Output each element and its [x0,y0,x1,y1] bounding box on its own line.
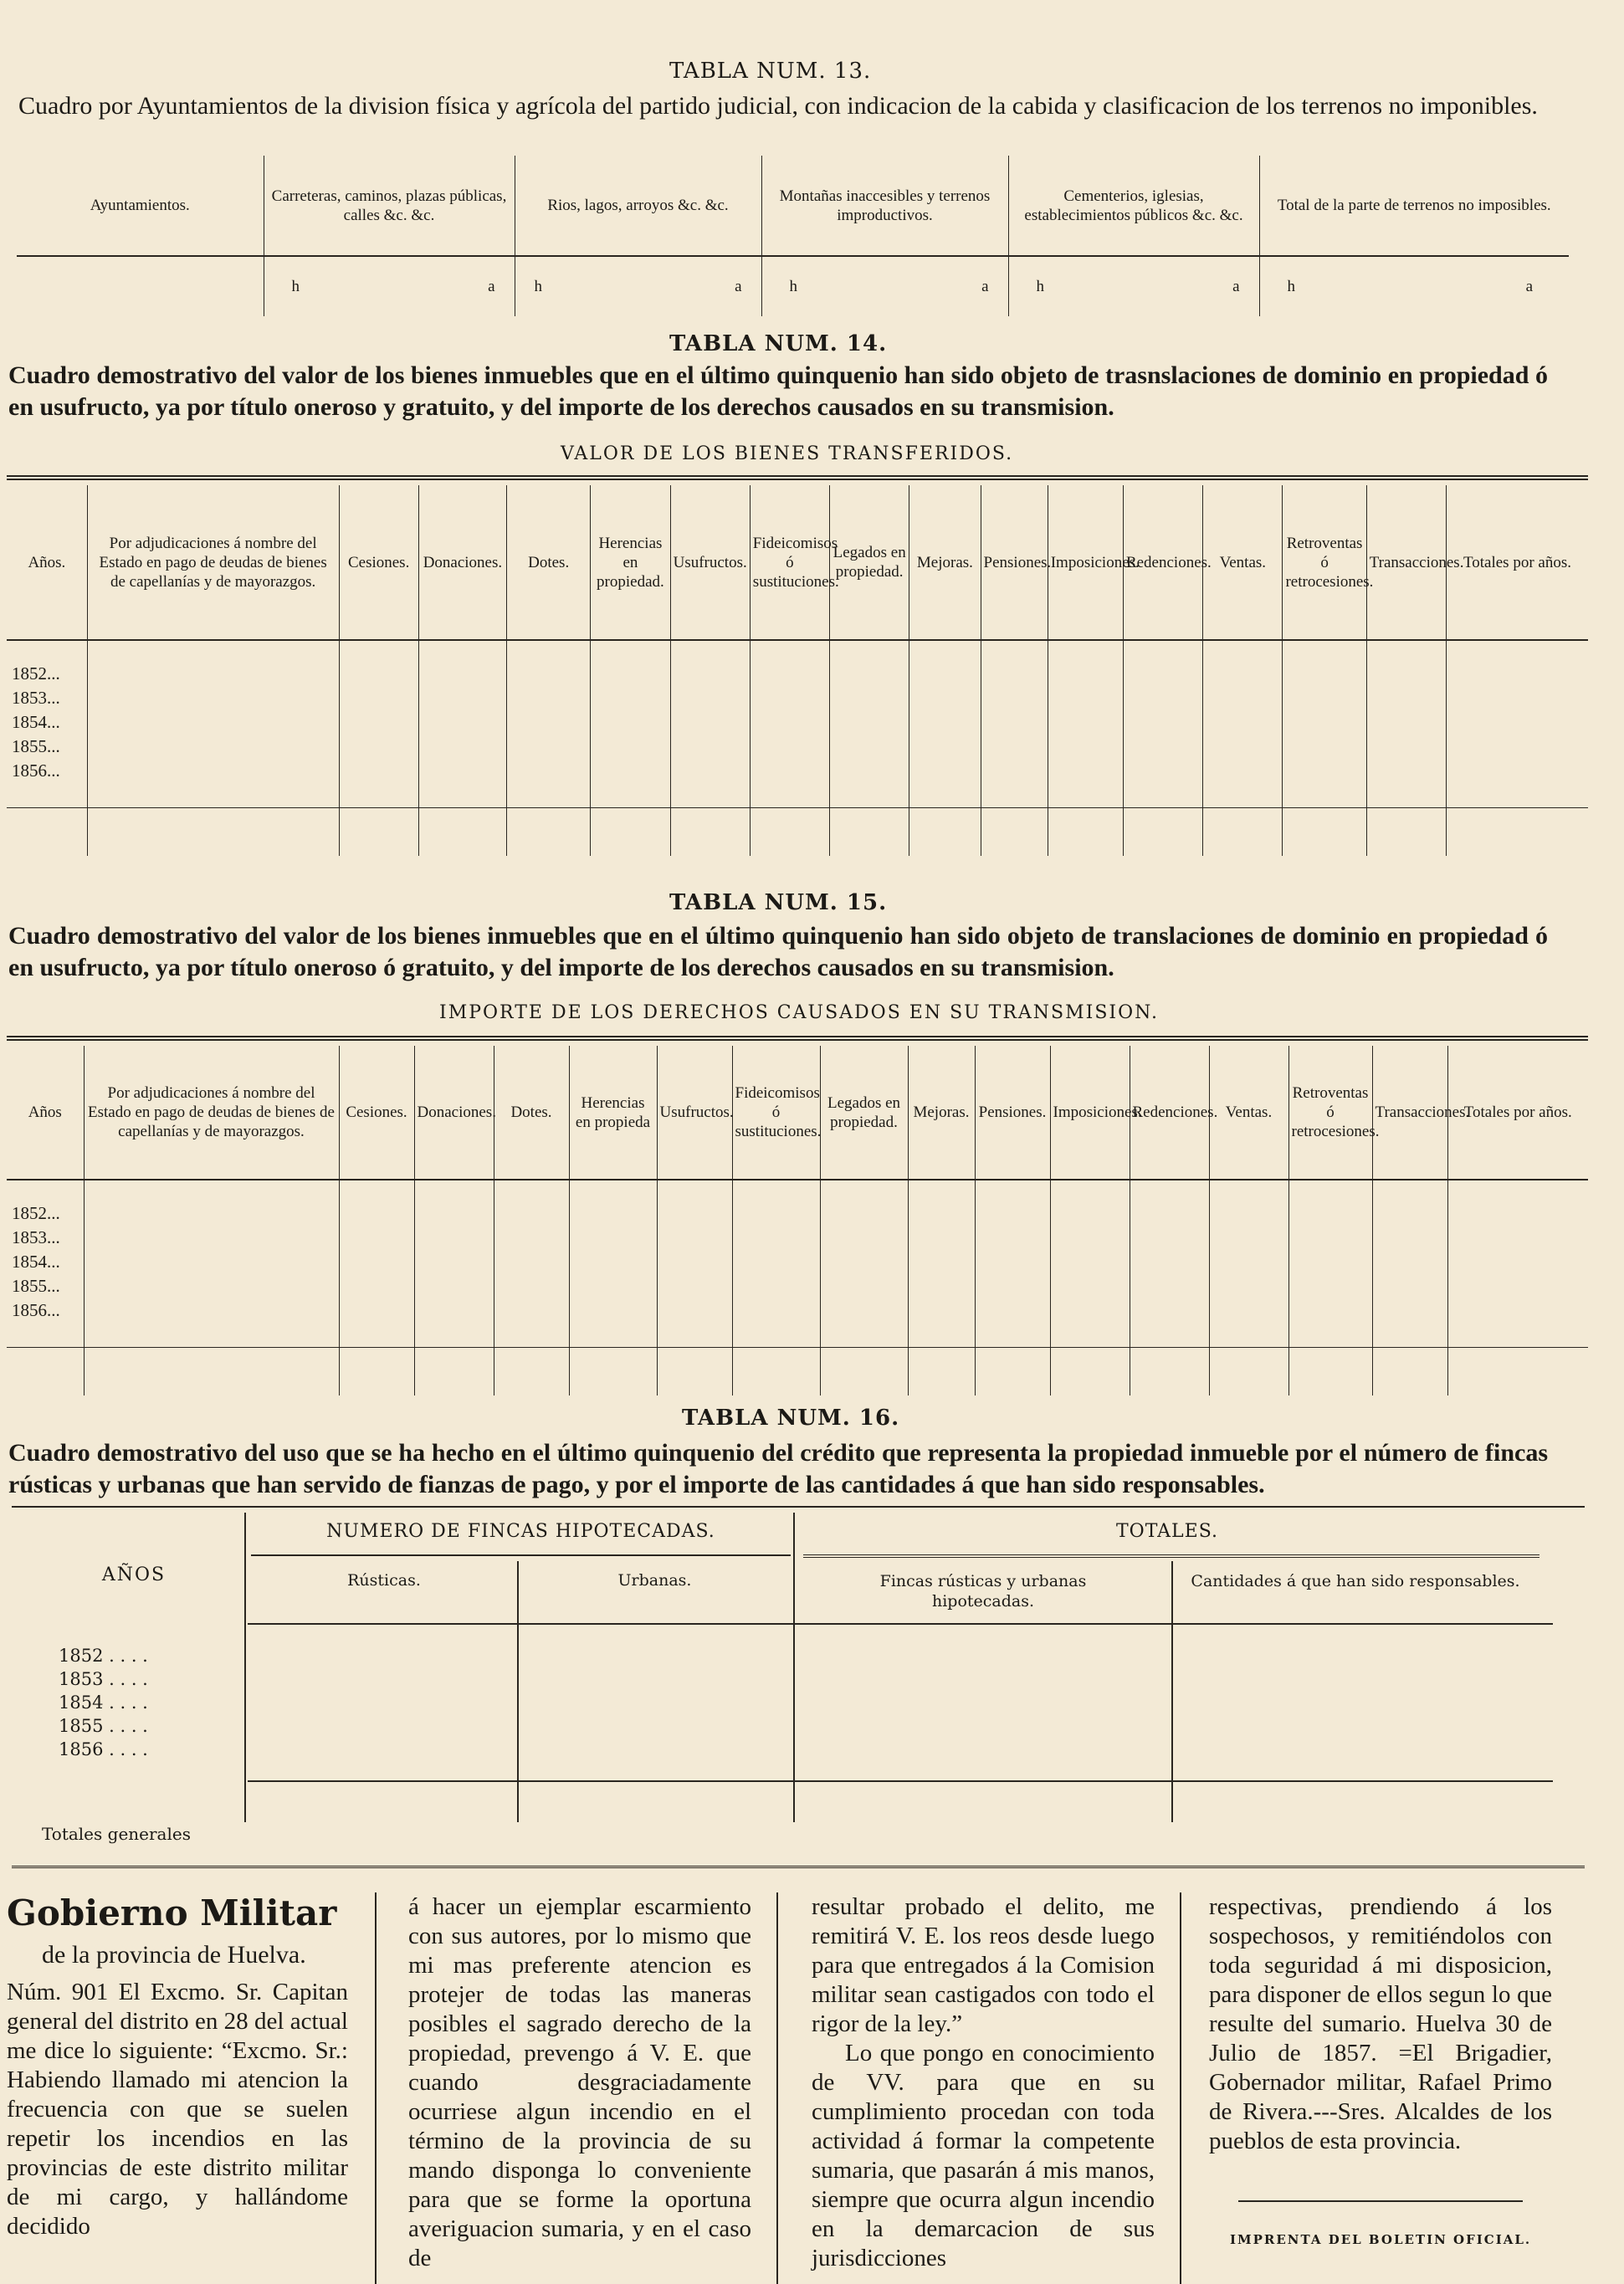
t14-col-8: Legados en propiedad. [830,485,909,640]
year-row: 1855... [12,1276,60,1296]
t16-col-cantidades: Cantidades á que han sido responsables. [1191,1572,1520,1590]
t14-col-5: Herencias en propiedad. [591,485,670,640]
year-row: 1852 . . . . [59,1646,148,1666]
t15-col-2: Cesiones. [339,1046,414,1180]
divider [776,1892,778,2284]
col-2-text: á hacer un ejemplar escarmiento con sus autores, por lo mismo que mi mas preferente atencion es protejer de todas las maneras posibles el sagrado derecho de la propiedad, prevengo á V. E. que cuando desgraciadamente ocurriese algun incendio en el término de la provincia de su mando disponga lo conveniente para que se forme la oportuna averiguacion sumaria, y en el caso de [408,1893,751,2271]
year-row: 1853 . . . . [59,1669,148,1689]
t14-col-6: Usufructos. [670,485,750,640]
rule [251,1554,791,1556]
unit-a: a [1525,278,1533,295]
t15-col-1: Por adjudicaciones á nombre del Estado en pago de deudas de bienes de capellanías y de mayorazgos. [84,1046,339,1180]
table-14-caption: Cuadro demostrativo del valor de los bienes inmuebles que en el último quinquenio han sido objeto de trasnslaciones de dominio en propiedad ó en usufructo, ya por título oneroso y gratuito, y del importe de los derechos causados en su transmision. [8,361,1548,421]
t16-years-label: AÑOS [101,1564,166,1585]
col-3-text: resultar probado el delito, me remitirá V. E. los reos desde luego para que entregados á la Comision militar sean castigados con todo el rigor de la ley.” [812,1893,1155,2037]
t15-col-13: Ventas. [1209,1046,1288,1180]
t14-col-14: Retroventas ó retrocesiones. [1283,485,1366,640]
col-4-text: respectivas, prendiendo á los sospechosos, y remitiéndolos con toda seguridad á mi disposicion, para disponer de ellos segun lo que resulte del sumario. Huelva 30 de Julio de 1857. =El Brigadier, Gobernador militar, Rafael Primo de Rivera.---Sres. Alcaldes de los pueblos de esta provincia. [1209,1893,1552,2154]
rule [248,1623,1553,1625]
t15-col-3: Donaciones. [414,1046,494,1180]
table-16-title: TABLA NUM. 16. [682,1406,900,1431]
t14-col-12: Redenciones. [1123,485,1202,640]
t15-col-4: Dotes. [494,1046,569,1180]
table-13 [17,156,1569,316]
divider [793,1513,795,1822]
imprint: IMPRENTA DEL BOLETIN OFICIAL. [1230,2232,1532,2247]
year-row: 1856 . . . . [59,1739,148,1759]
t14-col-3: Donaciones. [418,485,506,640]
table-15-subtitle: IMPORTE DE LOS DERECHOS CAUSADOS EN SU TRANSMISION. [439,1002,1159,1023]
t16-col-urbanas: Urbanas. [617,1571,692,1590]
article-col-1 [7,1978,348,2241]
t14-col-11: Imposiciones. [1048,485,1123,640]
t15-col-16: Totales por años. [1447,1046,1588,1180]
article-subheading: de la provincia de Huelva. [42,1941,306,1969]
table-15-caption: Cuadro demostrativo del valor de los bienes inmuebles que en el último quinquenio han sido objeto de translaciones de dominio en propiedad ó en usufructo, ya por título oneroso ó gratuito, y del importe de los derechos causados en su transmision. [8,922,1548,981]
t14-years [7,640,87,807]
article-heading: Gobierno Militar [7,1892,337,1933]
t16-totales-generales: Totales generales [42,1824,191,1844]
year-row: 1854... [12,712,60,732]
year-row: 1852... [12,1203,60,1223]
year-row: 1855 . . . . [59,1716,148,1736]
article-col-2 [408,1892,751,2273]
rule [12,1866,1585,1868]
table-15 [7,1046,1588,1395]
t16-group-totales: TOTALES. [1115,1521,1219,1542]
unit-h: h [1036,278,1044,295]
t14-col-9: Mejoras. [909,485,981,640]
divider [517,1561,519,1822]
t13-col-carreteras: Carreteras, caminos, plazas públicas, calles &c. &c. [264,156,515,256]
t15-col-10: Pensiones. [975,1046,1050,1180]
t15-col-12: Redenciones. [1130,1046,1209,1180]
year-row: 1854... [12,1252,60,1272]
table-15-title: TABLA NUM. 15. [669,890,888,915]
year-row: 1855... [12,736,60,756]
t14-col-4: Dotes. [507,485,591,640]
double-rule [7,1036,1588,1041]
year-row: 1856... [12,760,60,781]
double-rule [7,475,1588,480]
t13-col-ayuntamientos: Ayuntamientos. [17,156,264,256]
rule [1238,2200,1523,2202]
t15-col-11: Imposiciones. [1050,1046,1130,1180]
t14-col-16: Totales por años. [1446,485,1588,640]
t13-col-rios: Rios, lagos, arroyos &c. &c. [515,156,761,256]
t14-col-13: Ventas. [1203,485,1283,640]
unit-h: h [534,278,542,295]
t14-col-1: Por adjudicaciones á nombre del Estado en pago de deudas de bienes de capellanías y de mayorazgos. [87,485,339,640]
rule [803,1554,1539,1558]
table-14 [7,485,1588,856]
t16-col-rusticas: Rústicas. [347,1571,421,1590]
article-col-4 [1209,1892,1552,2156]
unit-h: h [291,278,300,295]
rule [248,1780,1553,1782]
t16-col-fincas-hipotecadas: Fincas rústicas y urbanas hipotecadas. [879,1572,1087,1611]
divider [1180,1892,1181,2284]
table-13-caption: Cuadro por Ayuntamientos de la division física y agrícola del partido judicial, con indicacion de la cabida y clasificacion de los terrenos no imponibles. [18,92,1538,120]
divider [1171,1561,1173,1822]
unit-h: h [1287,278,1295,295]
unit-h: h [789,278,797,295]
unit-a: a [735,278,742,295]
t15-col-9: Mejoras. [908,1046,975,1180]
t15-years [7,1180,84,1347]
t14-col-10: Pensiones. [981,485,1048,640]
divider [244,1513,246,1822]
article-col-3 [812,1892,1155,2273]
year-row: 1853... [12,1227,60,1247]
t13-col-montanas: Montañas inaccesibles y terrenos improductivos. [761,156,1008,256]
t13-col-total: Total de la parte de terrenos no imposibles. [1259,156,1569,256]
col-1-text: Núm. 901 El Excmo. Sr. Capitan general del distrito en 28 del actual me dice lo siguiente: “Excmo. Sr.: Habiendo llamado mi atencion la frecuencia con que se suelen repetir los incendios en las provincias de este distrito militar de mi cargo, y hallándome decidido [7,1979,348,2240]
t15-col-6: Usufructos. [657,1046,732,1180]
t15-col-0: Años [7,1046,84,1180]
rule [12,1506,1585,1508]
col-3-text: Lo que pongo en conocimiento de VV. para que en su cumplimiento procedan con toda actividad á formar la competente sumaria, que pasarán á mis manos, siempre que ocurra algun incendio en la demarcacion de sus jurisdicciones [812,2040,1155,2271]
t15-col-8: Legados en propiedad. [820,1046,908,1180]
divider [375,1892,377,2284]
year-row: 1852... [12,663,60,684]
table-14-title: TABLA NUM. 14. [669,331,888,356]
t14-col-0: Años. [7,485,87,640]
t16-group-fincas: NUMERO DE FINCAS HIPOTECADAS. [326,1521,715,1542]
year-row: 1856... [12,1300,60,1320]
unit-a: a [1232,278,1240,295]
t15-col-14: Retroventas ó retrocesiones. [1288,1046,1372,1180]
t15-col-7: Fideicomisos ó sustituciones. [732,1046,820,1180]
table-16-caption: Cuadro demostrativo del uso que se ha hecho en el último quinquenio del crédito que representa la propiedad inmueble por el número de fincas rústicas y urbanas que han servido de fianzas de pago, y por el importe de las cantidades á que han sido responsables. [8,1439,1548,1498]
t16-years [59,1644,148,1761]
table-13-title: TABLA NUM. 13. [669,59,872,84]
year-row: 1853... [12,688,60,708]
t15-col-5: Herencias en propieda [569,1046,657,1180]
year-row: 1854 . . . . [59,1693,148,1713]
t15-col-15: Transacciones. [1372,1046,1447,1180]
unit-a: a [488,278,495,295]
t14-col-2: Cesiones. [339,485,418,640]
t13-col-cementerios: Cementerios, iglesias, establecimientos públicos &c. &c. [1008,156,1259,256]
table-14-subtitle: VALOR DE LOS BIENES TRANSFERIDOS. [561,443,1014,464]
t14-col-15: Transacciones. [1366,485,1446,640]
unit-a: a [981,278,989,295]
t14-col-7: Fideicomisos ó sustituciones. [750,485,829,640]
